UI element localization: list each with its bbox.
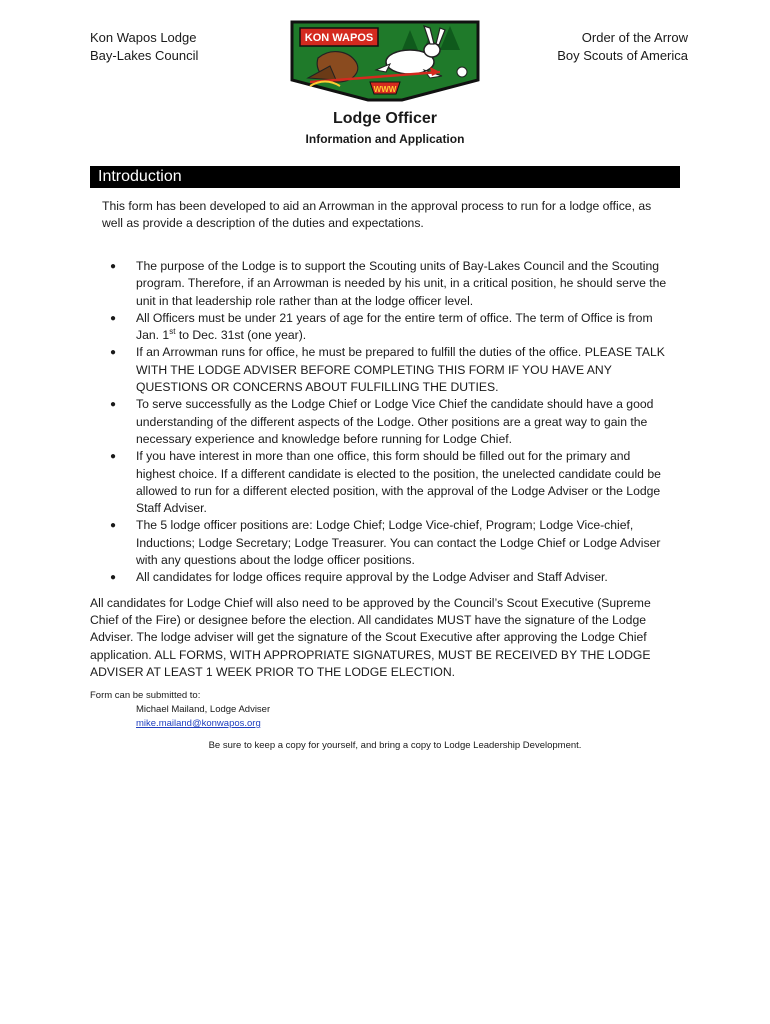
submission-contact bbox=[136, 703, 270, 731]
logo-title: KON WAPOS bbox=[304, 32, 374, 44]
adviser-email-link[interactable]: mike.mailand@konwapos.org bbox=[136, 718, 261, 729]
logo-ribbon: WWW bbox=[373, 85, 397, 94]
lodge-chief-approval-paragraph: All candidates for Lodge Chief will also need to be approved by the Council’s Scout Executive (Supreme Chief of the Fire) or designee before the election. All candidates MUST have the signature of the Lodge Adviser. The lodge adviser will get the signature of the Scout Executive after approving the Lodge Chief application. ALL FORMS, WITH APPROPRIATE SIGNATURES, MUST BE RECEIVED BY THE LODGE ADVISER AT LEAST 1 WEEK PRIOR TO THE LODGE ELECTION. bbox=[90, 596, 651, 679]
list-item: ● The 5 lodge officer positions are: Lodge Chief; Lodge Vice-chief, Program; Lodge Vice-chief, Inductions; Lodge Secretary; Lodge Treasurer. You can contact the Lodge Chief or Lodge Adviser with any questions about the lodge officer positions. bbox=[110, 517, 670, 569]
header-right bbox=[557, 29, 688, 65]
intro-text: This form has been developed to aid an Arrowman in the approval process to run for a lodge office, as well as provide a description of the duties and expectations. bbox=[102, 199, 652, 230]
section-heading-introduction: Introduction bbox=[90, 166, 680, 188]
page-title: Lodge Officer bbox=[332, 110, 437, 127]
list-item: ● If you have interest in more than one office, this form should be filled out for the primary and highest choice. If a different candidate is elected to the position, the unelected candidate could be allowed to run for a different elected position, with the approval of the Lodge Adviser or the Lodge Staff Adviser. bbox=[110, 448, 670, 517]
copy-reminder-note: Be sure to keep a copy for yourself, and bring a copy to Lodge Leadership Development. bbox=[208, 740, 582, 751]
list-item: ● All candidates for lodge offices require approval by the Lodge Adviser and Staff Adviser. bbox=[110, 569, 670, 586]
lodge-flap-patch-icon bbox=[290, 20, 480, 102]
organization-name: Order of the Arrow bbox=[581, 30, 688, 45]
lodge-name: Kon Wapos Lodge bbox=[90, 30, 197, 45]
parent-organization: Boy Scouts of America bbox=[557, 48, 688, 63]
page-subtitle: Information and Application bbox=[305, 132, 465, 146]
list-item: ● To serve successfully as the Lodge Chief or Lodge Vice Chief the candidate should have a good understanding of the different aspects of the Lodge. Other positions are a great way to gain the necessary experience and knowledge before running for Lodge Chief. bbox=[110, 396, 670, 448]
list-item: ● All Officers must be under 21 years of age for the entire term of office. The term of Office is from Jan. 1st to Dec. 31st (one year). bbox=[110, 310, 670, 345]
list-item: ● The purpose of the Lodge is to support the Scouting units of Bay-Lakes Council and the Scouting program. Therefore, if an Arrowman is needed by his unit, in a critical position, he should serve the unit in that leadership role rather than at the lodge officer level. bbox=[110, 258, 670, 310]
list-item: ● If an Arrowman runs for office, he must be prepared to fulfill the duties of the office. PLEASE TALK WITH THE LODGE ADVISER BEFORE COMPLETING THIS FORM IF YOU HAVE ANY QUESTIONS OR CONCERNS ABOUT FULFILLING THE DUTIES. bbox=[110, 344, 670, 396]
duties-list bbox=[110, 258, 670, 587]
adviser-name: Michael Mailand, Lodge Adviser bbox=[136, 704, 271, 715]
council-name: Bay-Lakes Council bbox=[90, 48, 199, 63]
submission-label: Form can be submitted to: bbox=[90, 690, 201, 701]
header-left bbox=[90, 29, 198, 65]
